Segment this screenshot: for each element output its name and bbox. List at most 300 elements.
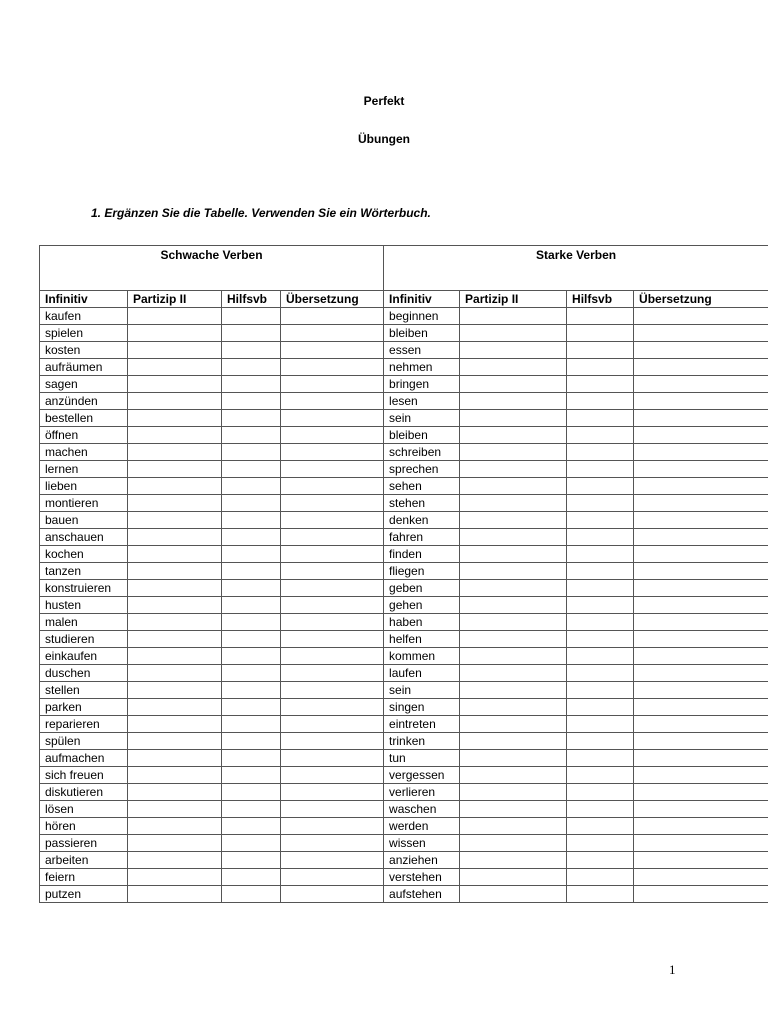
- verb-infinitive-cell: bestellen: [40, 410, 128, 427]
- answer-cell[interactable]: [460, 376, 567, 393]
- answer-cell[interactable]: [281, 818, 384, 835]
- verb-infinitive-cell: aufräumen: [40, 359, 128, 376]
- verb-infinitive-cell: hören: [40, 818, 128, 835]
- answer-cell[interactable]: [460, 495, 567, 512]
- answer-cell[interactable]: [460, 393, 567, 410]
- answer-cell[interactable]: [634, 716, 768, 733]
- answer-cell[interactable]: [634, 410, 768, 427]
- answer-cell[interactable]: [460, 580, 567, 597]
- answer-cell[interactable]: [567, 376, 634, 393]
- answer-cell[interactable]: [128, 665, 222, 682]
- verb-infinitive-cell: waschen: [384, 801, 460, 818]
- verb-infinitive-cell: lösen: [40, 801, 128, 818]
- table-row: [40, 699, 768, 716]
- answer-cell[interactable]: [281, 563, 384, 580]
- answer-cell[interactable]: [634, 665, 768, 682]
- answer-cell[interactable]: [567, 546, 634, 563]
- answer-cell[interactable]: [634, 444, 768, 461]
- answer-cell[interactable]: [128, 461, 222, 478]
- answer-cell[interactable]: [634, 308, 768, 325]
- answer-cell[interactable]: [567, 631, 634, 648]
- answer-cell[interactable]: [567, 852, 634, 869]
- answer-cell[interactable]: [128, 444, 222, 461]
- table-row: [40, 716, 768, 733]
- answer-cell[interactable]: [128, 563, 222, 580]
- answer-cell[interactable]: [567, 342, 634, 359]
- answer-cell[interactable]: [634, 461, 768, 478]
- answer-cell[interactable]: [128, 495, 222, 512]
- answer-cell[interactable]: [281, 665, 384, 682]
- answer-cell[interactable]: [222, 529, 281, 546]
- table-row: [40, 495, 768, 512]
- answer-cell[interactable]: [281, 546, 384, 563]
- answer-cell[interactable]: [128, 631, 222, 648]
- verb-infinitive-cell: lesen: [384, 393, 460, 410]
- answer-cell[interactable]: [634, 563, 768, 580]
- answer-cell[interactable]: [222, 733, 281, 750]
- verb-infinitive-cell: feiern: [40, 869, 128, 886]
- answer-cell[interactable]: [281, 801, 384, 818]
- table-row: [40, 427, 768, 444]
- answer-cell[interactable]: [460, 478, 567, 495]
- table-row: [40, 631, 768, 648]
- answer-cell[interactable]: [460, 325, 567, 342]
- answer-cell[interactable]: [460, 461, 567, 478]
- table-row: [40, 461, 768, 478]
- table-row: [40, 784, 768, 801]
- verb-infinitive-cell: husten: [40, 597, 128, 614]
- answer-cell[interactable]: [281, 495, 384, 512]
- answer-cell[interactable]: [222, 801, 281, 818]
- answer-cell[interactable]: [281, 461, 384, 478]
- answer-cell[interactable]: [222, 682, 281, 699]
- table-row: [40, 512, 768, 529]
- answer-cell[interactable]: [460, 852, 567, 869]
- answer-cell[interactable]: [460, 546, 567, 563]
- answer-cell[interactable]: [634, 342, 768, 359]
- verb-infinitive-cell: wissen: [384, 835, 460, 852]
- table-row: [40, 614, 768, 631]
- answer-cell[interactable]: [281, 308, 384, 325]
- answer-cell[interactable]: [634, 869, 768, 886]
- answer-cell[interactable]: [634, 699, 768, 716]
- answer-cell[interactable]: [460, 716, 567, 733]
- answer-cell[interactable]: [222, 512, 281, 529]
- answer-cell[interactable]: [634, 733, 768, 750]
- answer-cell[interactable]: [634, 325, 768, 342]
- verb-infinitive-cell: anzünden: [40, 393, 128, 410]
- answer-cell[interactable]: [222, 410, 281, 427]
- verb-infinitive-cell: kochen: [40, 546, 128, 563]
- table-row: [40, 869, 768, 886]
- answer-cell[interactable]: [460, 886, 567, 903]
- verb-infinitive-cell: parken: [40, 699, 128, 716]
- answer-cell[interactable]: [634, 359, 768, 376]
- table-row: [40, 852, 768, 869]
- answer-cell[interactable]: [634, 750, 768, 767]
- answer-cell[interactable]: [128, 580, 222, 597]
- answer-cell[interactable]: [567, 818, 634, 835]
- table-row: [40, 665, 768, 682]
- answer-cell[interactable]: [281, 342, 384, 359]
- answer-cell[interactable]: [222, 427, 281, 444]
- answer-cell[interactable]: [128, 512, 222, 529]
- answer-cell[interactable]: [567, 512, 634, 529]
- answer-cell[interactable]: [460, 682, 567, 699]
- verb-infinitive-cell: eintreten: [384, 716, 460, 733]
- answer-cell[interactable]: [222, 665, 281, 682]
- answer-cell[interactable]: [222, 750, 281, 767]
- answer-cell[interactable]: [460, 410, 567, 427]
- verb-infinitive-cell: kosten: [40, 342, 128, 359]
- answer-cell[interactable]: [222, 563, 281, 580]
- answer-cell[interactable]: [281, 716, 384, 733]
- answer-cell[interactable]: [567, 444, 634, 461]
- verb-infinitive-cell: verlieren: [384, 784, 460, 801]
- answer-cell[interactable]: [634, 818, 768, 835]
- verb-infinitive-cell: sich freuen: [40, 767, 128, 784]
- answer-cell[interactable]: [567, 597, 634, 614]
- answer-cell[interactable]: [567, 733, 634, 750]
- answer-cell[interactable]: [222, 580, 281, 597]
- task-instruction: 1. Ergänzen Sie die Tabelle. Verwenden Sie ein Wörterbuch.: [91, 206, 431, 220]
- answer-cell[interactable]: [128, 767, 222, 784]
- verb-table: [39, 245, 768, 903]
- answer-cell[interactable]: [222, 597, 281, 614]
- answer-cell[interactable]: [222, 325, 281, 342]
- table-row: [40, 767, 768, 784]
- verb-infinitive-cell: helfen: [384, 631, 460, 648]
- table-row: [40, 444, 768, 461]
- column-header: Infinitiv: [384, 291, 460, 308]
- answer-cell[interactable]: [460, 699, 567, 716]
- answer-cell[interactable]: [281, 410, 384, 427]
- answer-cell[interactable]: [222, 716, 281, 733]
- answer-cell[interactable]: [222, 835, 281, 852]
- answer-cell[interactable]: [567, 325, 634, 342]
- answer-cell[interactable]: [281, 325, 384, 342]
- answer-cell[interactable]: [128, 699, 222, 716]
- verb-infinitive-cell: werden: [384, 818, 460, 835]
- answer-cell[interactable]: [222, 614, 281, 631]
- answer-cell[interactable]: [567, 359, 634, 376]
- verb-infinitive-cell: haben: [384, 614, 460, 631]
- answer-cell[interactable]: [567, 427, 634, 444]
- document-subtitle: Übungen: [358, 132, 410, 146]
- answer-cell[interactable]: [281, 682, 384, 699]
- answer-cell[interactable]: [281, 512, 384, 529]
- verb-infinitive-cell: fahren: [384, 529, 460, 546]
- answer-cell[interactable]: [128, 835, 222, 852]
- verb-infinitive-cell: malen: [40, 614, 128, 631]
- verb-table-body: [40, 308, 768, 903]
- answer-cell[interactable]: [567, 699, 634, 716]
- answer-cell[interactable]: [128, 818, 222, 835]
- answer-cell[interactable]: [460, 750, 567, 767]
- table-row: [40, 325, 768, 342]
- answer-cell[interactable]: [128, 750, 222, 767]
- table-row: [40, 342, 768, 359]
- answer-cell[interactable]: [460, 512, 567, 529]
- answer-cell[interactable]: [128, 716, 222, 733]
- answer-cell[interactable]: [634, 478, 768, 495]
- answer-cell[interactable]: [567, 767, 634, 784]
- answer-cell[interactable]: [128, 869, 222, 886]
- answer-cell[interactable]: [634, 512, 768, 529]
- answer-cell[interactable]: [281, 886, 384, 903]
- answer-cell[interactable]: [281, 529, 384, 546]
- answer-cell[interactable]: [567, 461, 634, 478]
- answer-cell[interactable]: [567, 750, 634, 767]
- answer-cell[interactable]: [128, 359, 222, 376]
- answer-cell[interactable]: [281, 869, 384, 886]
- answer-cell[interactable]: [634, 631, 768, 648]
- verb-infinitive-cell: verstehen: [384, 869, 460, 886]
- answer-cell[interactable]: [281, 648, 384, 665]
- answer-cell[interactable]: [281, 631, 384, 648]
- table-row: [40, 801, 768, 818]
- answer-cell[interactable]: [222, 784, 281, 801]
- answer-cell[interactable]: [222, 495, 281, 512]
- verb-infinitive-cell: trinken: [384, 733, 460, 750]
- answer-cell[interactable]: [634, 580, 768, 597]
- answer-cell[interactable]: [281, 750, 384, 767]
- answer-cell[interactable]: [281, 393, 384, 410]
- verb-infinitive-cell: stehen: [384, 495, 460, 512]
- answer-cell[interactable]: [634, 614, 768, 631]
- answer-cell[interactable]: [128, 529, 222, 546]
- answer-cell[interactable]: [460, 342, 567, 359]
- answer-cell[interactable]: [567, 563, 634, 580]
- verb-infinitive-cell: essen: [384, 342, 460, 359]
- answer-cell[interactable]: [222, 393, 281, 410]
- verb-infinitive-cell: bleiben: [384, 427, 460, 444]
- verb-infinitive-cell: laufen: [384, 665, 460, 682]
- answer-cell[interactable]: [281, 767, 384, 784]
- answer-cell[interactable]: [281, 614, 384, 631]
- answer-cell[interactable]: [222, 478, 281, 495]
- answer-cell[interactable]: [281, 359, 384, 376]
- table-row: [40, 393, 768, 410]
- column-header: Infinitiv: [40, 291, 128, 308]
- answer-cell[interactable]: [634, 393, 768, 410]
- answer-cell[interactable]: [567, 495, 634, 512]
- answer-cell[interactable]: [460, 835, 567, 852]
- answer-cell[interactable]: [634, 495, 768, 512]
- answer-cell[interactable]: [222, 308, 281, 325]
- answer-cell[interactable]: [567, 529, 634, 546]
- answer-cell[interactable]: [634, 886, 768, 903]
- verb-infinitive-cell: duschen: [40, 665, 128, 682]
- answer-cell[interactable]: [634, 546, 768, 563]
- answer-cell[interactable]: [128, 597, 222, 614]
- answer-cell[interactable]: [281, 699, 384, 716]
- verb-infinitive-cell: aufstehen: [384, 886, 460, 903]
- answer-cell[interactable]: [128, 410, 222, 427]
- answer-cell[interactable]: [567, 393, 634, 410]
- table-row: [40, 546, 768, 563]
- answer-cell[interactable]: [281, 427, 384, 444]
- verb-infinitive-cell: nehmen: [384, 359, 460, 376]
- verb-infinitive-cell: anziehen: [384, 852, 460, 869]
- answer-cell[interactable]: [567, 614, 634, 631]
- answer-cell[interactable]: [128, 682, 222, 699]
- table-row: [40, 410, 768, 427]
- verb-infinitive-cell: diskutieren: [40, 784, 128, 801]
- answer-cell[interactable]: [128, 376, 222, 393]
- verb-infinitive-cell: lieben: [40, 478, 128, 495]
- answer-cell[interactable]: [128, 342, 222, 359]
- table-row: [40, 478, 768, 495]
- verb-infinitive-cell: montieren: [40, 495, 128, 512]
- answer-cell[interactable]: [222, 631, 281, 648]
- answer-cell[interactable]: [460, 784, 567, 801]
- table-row: [40, 597, 768, 614]
- table-row: [40, 682, 768, 699]
- answer-cell[interactable]: [128, 308, 222, 325]
- answer-cell[interactable]: [222, 699, 281, 716]
- column-header: Partizip II: [128, 291, 222, 308]
- answer-cell[interactable]: [222, 376, 281, 393]
- answer-cell[interactable]: [567, 580, 634, 597]
- answer-cell[interactable]: [222, 444, 281, 461]
- column-header: Übersetzung: [281, 291, 384, 308]
- answer-cell[interactable]: [128, 784, 222, 801]
- answer-cell[interactable]: [222, 359, 281, 376]
- answer-cell[interactable]: [128, 325, 222, 342]
- column-header: Hilfsvb: [222, 291, 281, 308]
- answer-cell[interactable]: [567, 682, 634, 699]
- answer-cell[interactable]: [634, 427, 768, 444]
- verb-infinitive-cell: öffnen: [40, 427, 128, 444]
- verb-infinitive-cell: sein: [384, 410, 460, 427]
- answer-cell[interactable]: [634, 835, 768, 852]
- answer-cell[interactable]: [567, 835, 634, 852]
- answer-cell[interactable]: [460, 359, 567, 376]
- answer-cell[interactable]: [567, 869, 634, 886]
- verb-infinitive-cell: konstruieren: [40, 580, 128, 597]
- answer-cell[interactable]: [281, 444, 384, 461]
- table-row: [40, 750, 768, 767]
- answer-cell[interactable]: [460, 767, 567, 784]
- verb-infinitive-cell: sagen: [40, 376, 128, 393]
- answer-cell[interactable]: [460, 733, 567, 750]
- answer-cell[interactable]: [128, 393, 222, 410]
- verb-infinitive-cell: bauen: [40, 512, 128, 529]
- answer-cell[interactable]: [281, 580, 384, 597]
- answer-cell[interactable]: [567, 801, 634, 818]
- answer-cell[interactable]: [460, 665, 567, 682]
- table-row: [40, 818, 768, 835]
- answer-cell[interactable]: [567, 665, 634, 682]
- answer-cell[interactable]: [281, 835, 384, 852]
- answer-cell[interactable]: [128, 614, 222, 631]
- table-row: [40, 529, 768, 546]
- answer-cell[interactable]: [634, 801, 768, 818]
- answer-cell[interactable]: [634, 597, 768, 614]
- answer-cell[interactable]: [567, 648, 634, 665]
- answer-cell[interactable]: [460, 648, 567, 665]
- verb-infinitive-cell: schreiben: [384, 444, 460, 461]
- answer-cell[interactable]: [460, 597, 567, 614]
- column-header: Übersetzung: [634, 291, 768, 308]
- answer-cell[interactable]: [634, 682, 768, 699]
- verb-infinitive-cell: sehen: [384, 478, 460, 495]
- table-row: [40, 886, 768, 903]
- verb-infinitive-cell: sein: [384, 682, 460, 699]
- answer-cell[interactable]: [222, 461, 281, 478]
- answer-cell[interactable]: [567, 886, 634, 903]
- table-row: [40, 563, 768, 580]
- answer-cell[interactable]: [460, 308, 567, 325]
- answer-cell[interactable]: [281, 597, 384, 614]
- answer-cell[interactable]: [634, 784, 768, 801]
- answer-cell[interactable]: [460, 801, 567, 818]
- answer-cell[interactable]: [460, 818, 567, 835]
- answer-cell[interactable]: [128, 801, 222, 818]
- answer-cell[interactable]: [222, 886, 281, 903]
- verb-infinitive-cell: tanzen: [40, 563, 128, 580]
- answer-cell[interactable]: [222, 648, 281, 665]
- answer-cell[interactable]: [281, 784, 384, 801]
- answer-cell[interactable]: [634, 852, 768, 869]
- answer-cell[interactable]: [128, 733, 222, 750]
- group-header-strong-verbs: Starke Verben: [384, 246, 768, 291]
- answer-cell[interactable]: [567, 478, 634, 495]
- verb-infinitive-cell: einkaufen: [40, 648, 128, 665]
- answer-cell[interactable]: [128, 852, 222, 869]
- verb-infinitive-cell: kaufen: [40, 308, 128, 325]
- answer-cell[interactable]: [222, 818, 281, 835]
- verb-infinitive-cell: gehen: [384, 597, 460, 614]
- answer-cell[interactable]: [222, 869, 281, 886]
- answer-cell[interactable]: [634, 648, 768, 665]
- answer-cell[interactable]: [222, 342, 281, 359]
- answer-cell[interactable]: [128, 546, 222, 563]
- table-row: [40, 308, 768, 325]
- page-number: 1: [669, 962, 676, 977]
- answer-cell[interactable]: [567, 784, 634, 801]
- answer-cell[interactable]: [567, 308, 634, 325]
- answer-cell[interactable]: [460, 869, 567, 886]
- answer-cell[interactable]: [634, 376, 768, 393]
- answer-cell[interactable]: [460, 427, 567, 444]
- answer-cell[interactable]: [460, 529, 567, 546]
- table-row: [40, 376, 768, 393]
- answer-cell[interactable]: [222, 852, 281, 869]
- answer-cell[interactable]: [567, 410, 634, 427]
- answer-cell[interactable]: [460, 563, 567, 580]
- verb-infinitive-cell: kommen: [384, 648, 460, 665]
- answer-cell[interactable]: [460, 631, 567, 648]
- answer-cell[interactable]: [281, 376, 384, 393]
- answer-cell[interactable]: [128, 478, 222, 495]
- answer-cell[interactable]: [460, 444, 567, 461]
- answer-cell[interactable]: [634, 767, 768, 784]
- answer-cell[interactable]: [567, 716, 634, 733]
- answer-cell[interactable]: [281, 733, 384, 750]
- answer-cell[interactable]: [222, 767, 281, 784]
- answer-cell[interactable]: [128, 427, 222, 444]
- answer-cell[interactable]: [281, 478, 384, 495]
- answer-cell[interactable]: [222, 546, 281, 563]
- answer-cell[interactable]: [128, 648, 222, 665]
- answer-cell[interactable]: [460, 614, 567, 631]
- verb-infinitive-cell: bleiben: [384, 325, 460, 342]
- answer-cell[interactable]: [281, 852, 384, 869]
- answer-cell[interactable]: [634, 529, 768, 546]
- answer-cell[interactable]: [128, 886, 222, 903]
